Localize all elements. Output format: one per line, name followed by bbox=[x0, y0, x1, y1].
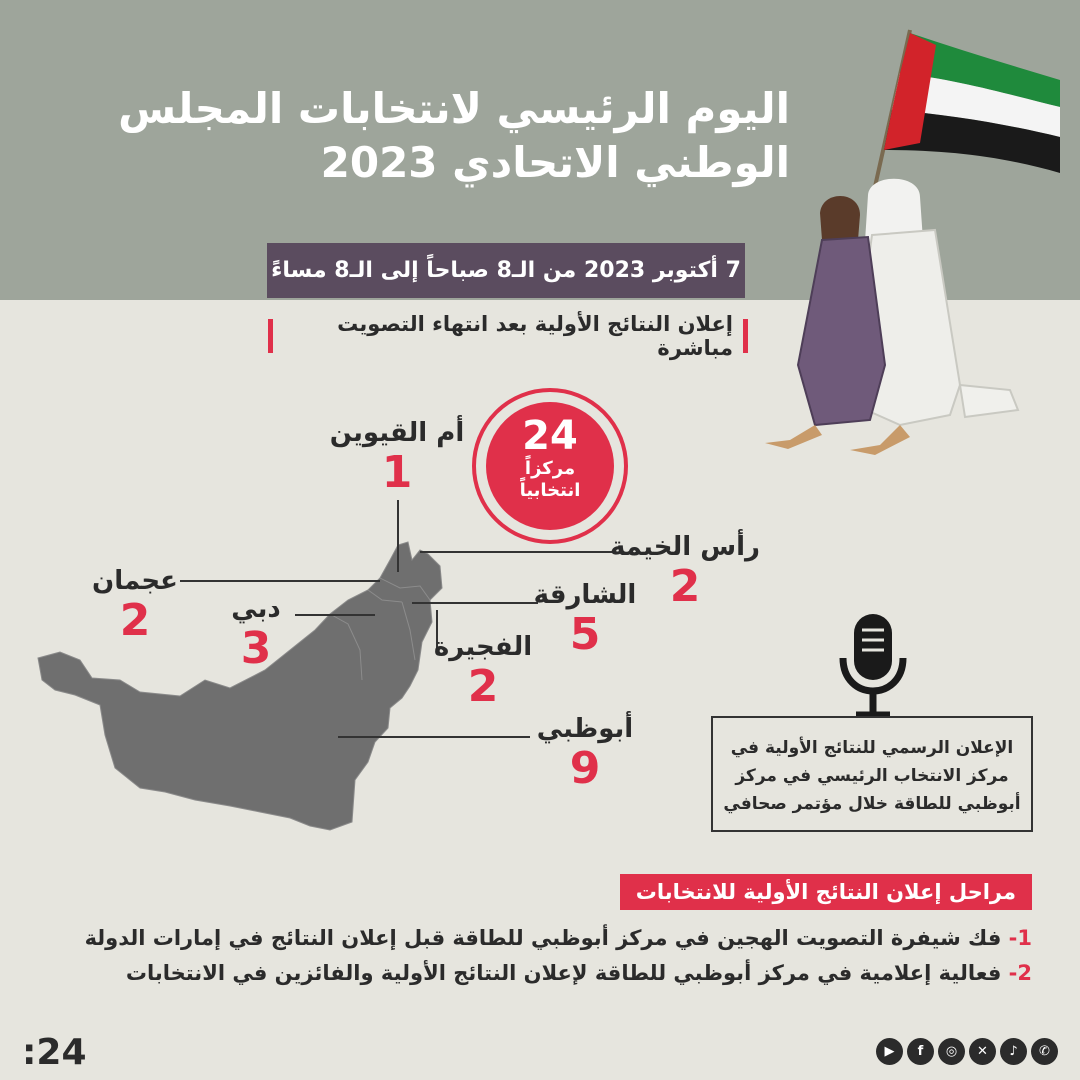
centers-label-2: انتخابياً bbox=[519, 480, 581, 501]
date-box: 7 أكتوبر 2023 من الـ8 صباحاً إلى الـ8 مساءً bbox=[267, 243, 745, 298]
microphone-icon bbox=[838, 612, 908, 720]
phase-text: فعالية إعلامية في مركز أبوظبي للطاقة لإعلان النتائج الأولية والفائزين في الانتخابات bbox=[125, 961, 1002, 985]
emirate-name: دبي bbox=[231, 594, 281, 624]
centers-number: 24 bbox=[522, 413, 578, 459]
logo-24: :24 bbox=[22, 1032, 87, 1073]
emirate-name: الفجيرة bbox=[433, 632, 533, 662]
phases-title: مراحل إعلان النتائج الأولية للانتخابات bbox=[620, 874, 1032, 910]
emirate-count: 9 bbox=[569, 743, 601, 794]
leader-ajman bbox=[180, 580, 380, 582]
emirate-name: الشارقة bbox=[533, 580, 637, 610]
youtube-icon[interactable]: ▶ bbox=[876, 1038, 903, 1065]
centers-badge bbox=[472, 388, 628, 544]
title-line-2: الوطني الاتحادي 2023 bbox=[320, 138, 790, 187]
phase-number: 1- bbox=[1008, 926, 1032, 950]
emirate-name: رأس الخيمة bbox=[609, 532, 760, 562]
emirate-count: 3 bbox=[240, 623, 272, 674]
emirate-name: أم القيوين bbox=[329, 418, 465, 448]
social-icons bbox=[876, 1038, 1058, 1065]
emirate-count: 2 bbox=[119, 595, 151, 646]
emirate-name: عجمان bbox=[92, 566, 178, 596]
emirate-dubai bbox=[206, 594, 306, 674]
phase-number: 2- bbox=[1008, 961, 1032, 985]
emirate-ajman bbox=[70, 566, 200, 646]
emirate-abu-dhabi bbox=[520, 714, 650, 794]
whatsapp-icon[interactable]: ✆ bbox=[1031, 1038, 1058, 1065]
facebook-icon[interactable]: f bbox=[907, 1038, 934, 1065]
results-note-text: إعلان النتائج الأولية بعد انتهاء التصويت مباشرة bbox=[337, 312, 733, 360]
page-title bbox=[118, 82, 790, 190]
results-note bbox=[268, 312, 748, 360]
leader-umm-al-quwain bbox=[397, 500, 399, 572]
centers-badge-inner bbox=[486, 402, 614, 530]
emirate-count: 1 bbox=[381, 447, 413, 498]
leader-abu-dhabi bbox=[338, 736, 530, 738]
emirate-count: 2 bbox=[467, 661, 499, 712]
centers-label-1: مركزاً bbox=[524, 458, 576, 479]
accent-bar-right bbox=[743, 319, 748, 353]
uae-flag bbox=[884, 33, 1060, 173]
announcement-line-3: أبوظبي للطاقة خلال مؤتمر صحافي bbox=[723, 794, 1021, 814]
announcement-line-1: الإعلان الرسمي للنتائج الأولية في bbox=[730, 738, 1014, 758]
announcement-line-2: مركز الانتخاب الرئيسي في مركز bbox=[735, 766, 1009, 786]
phase-item-1 bbox=[72, 926, 1032, 950]
emirate-count: 5 bbox=[569, 609, 601, 660]
emirate-count: 2 bbox=[669, 561, 701, 612]
x-icon[interactable]: ✕ bbox=[969, 1038, 996, 1065]
leader-dubai bbox=[295, 614, 375, 616]
phase-item-2 bbox=[72, 961, 1032, 985]
emirate-name: أبوظبي bbox=[536, 714, 634, 744]
emirate-fujairah bbox=[418, 632, 548, 712]
phase-text: فك شيفرة التصويت الهجين في مركز أبوظبي للطاقة قبل إعلان النتائج في إمارات الدولة bbox=[84, 926, 1002, 950]
children-flag-illustration bbox=[760, 25, 1060, 465]
leader-ras-al-khaimah bbox=[420, 551, 616, 553]
instagram-icon[interactable]: ◎ bbox=[938, 1038, 965, 1065]
tiktok-icon[interactable]: ♪ bbox=[1000, 1038, 1027, 1065]
title-line-1: اليوم الرئيسي لانتخابات المجلس bbox=[118, 84, 790, 133]
accent-bar-left bbox=[268, 319, 273, 353]
emirate-umm-al-quwain bbox=[322, 418, 472, 498]
announcement-box bbox=[711, 716, 1033, 832]
